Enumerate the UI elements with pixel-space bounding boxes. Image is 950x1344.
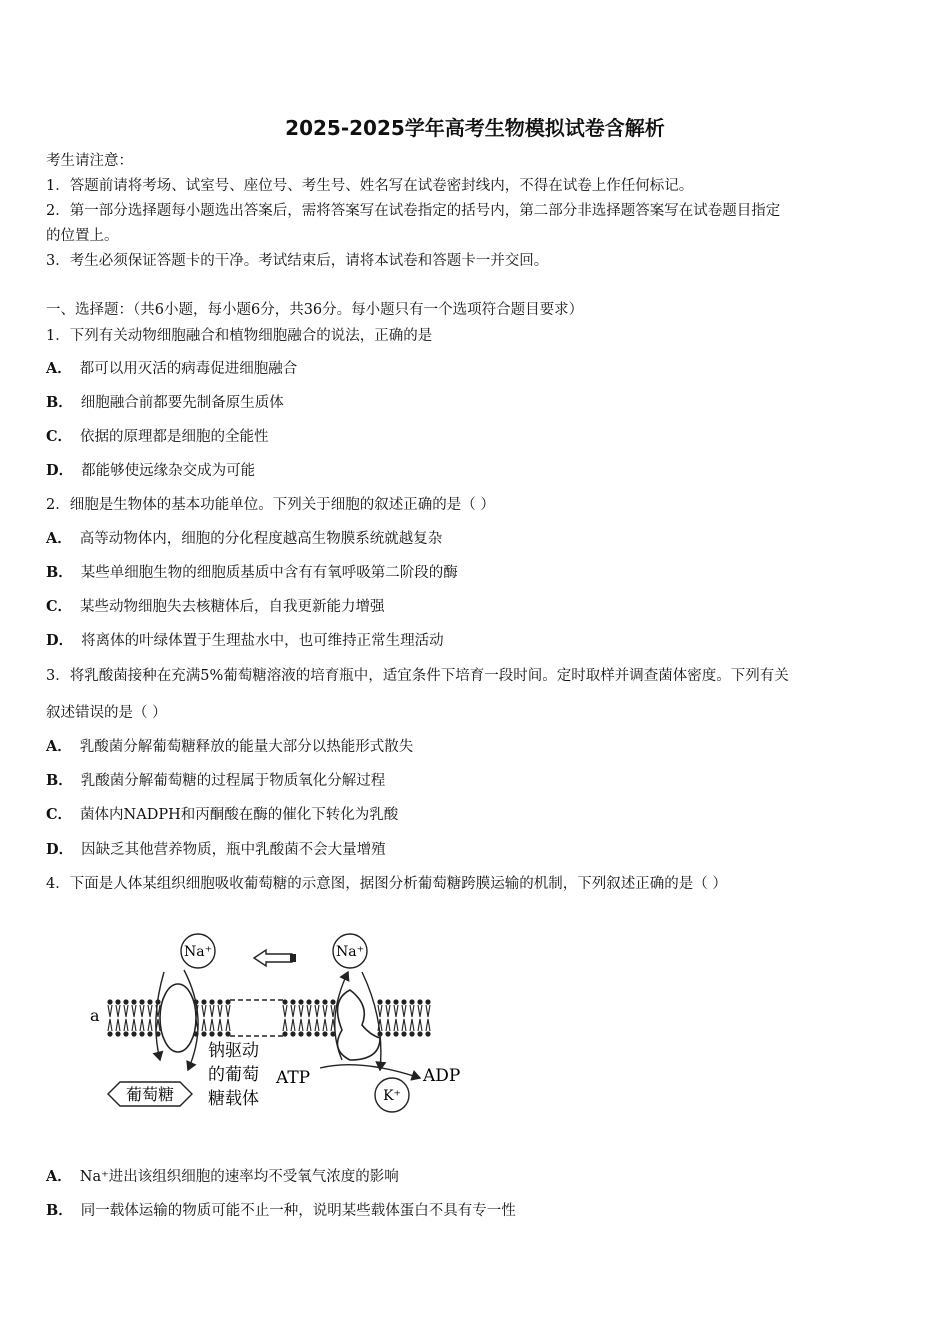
phospholipid-head xyxy=(377,999,382,1004)
glucose-transport-diagram xyxy=(80,920,480,1125)
sodium-glucose-carrier xyxy=(160,984,196,1052)
option-item xyxy=(46,529,442,549)
phospholipid-tail xyxy=(140,1019,144,1031)
phospholipid-tail xyxy=(116,1005,120,1017)
phospholipid-head xyxy=(385,1031,390,1036)
phospholipid-head xyxy=(425,999,430,1004)
label-a: a xyxy=(90,1006,100,1025)
phospholipid-head xyxy=(282,999,287,1004)
phospholipid-tail xyxy=(394,1019,398,1031)
option-text: 因缺乏其他营养物质，瓶中乳酸菌不会大量增殖 xyxy=(81,842,386,858)
option-text: 细胞融合前都要先制备原生质体 xyxy=(80,395,284,411)
option-letter: C． xyxy=(46,428,73,445)
option-text: 都能够使远缘杂交成为可能 xyxy=(81,463,256,479)
phospholipid-tail xyxy=(132,1005,136,1017)
phospholipid-head xyxy=(209,999,214,1004)
na-label-left: Na⁺ xyxy=(184,944,212,960)
phospholipid-tail xyxy=(140,1005,144,1017)
phospholipid-head xyxy=(314,1031,319,1036)
phospholipid-tail xyxy=(116,1019,120,1031)
phospholipid-tail xyxy=(426,1019,430,1031)
phospholipid-head xyxy=(306,1031,311,1036)
phospholipid-tail xyxy=(307,1019,311,1031)
option-item xyxy=(46,1167,399,1187)
glucose-label: 葡萄糖 xyxy=(125,1085,175,1104)
carrier-caption-line: 钠驱动 xyxy=(208,1041,259,1061)
phospholipid-head xyxy=(201,1031,206,1036)
direction-arrow-tail xyxy=(290,954,296,962)
phospholipid-head xyxy=(393,999,398,1004)
option-text: 高等动物体内，细胞的分化程度越高生物膜系统就越复杂 xyxy=(79,531,443,547)
section-heading: 一、选择题：（共6小题，每小题6分，共36分。每小题只有一个选项符合题目要求） xyxy=(46,302,584,318)
phospholipid-head xyxy=(385,999,390,1004)
phospholipid-tail xyxy=(226,1019,230,1031)
phospholipid-head xyxy=(217,999,222,1004)
option-letter: C． xyxy=(46,806,73,823)
phospholipid-tail xyxy=(108,1019,112,1031)
phospholipid-tail xyxy=(410,1005,414,1017)
notice-item: 1．答题前请将考场、试室号、座位号、考生号、姓名写在试卷密封线内，不得在试卷上作任何标记。 xyxy=(46,178,694,194)
option-text: 都可以用灭活的病毒促进细胞融合 xyxy=(79,361,298,377)
phospholipid-tail xyxy=(148,1019,152,1031)
phospholipid-head xyxy=(147,999,152,1004)
option-letter: A． xyxy=(46,1168,72,1185)
phospholipid-tail xyxy=(283,1019,287,1031)
direction-arrow xyxy=(254,950,292,966)
phospholipid-head xyxy=(147,1031,152,1036)
question-stem: 1．下列有关动物细胞融合和植物细胞融合的说法，正确的是 xyxy=(46,328,433,344)
phospholipid-head xyxy=(115,999,120,1004)
adp-label: ADP xyxy=(423,1066,461,1086)
option-item xyxy=(46,631,444,651)
option-letter: A． xyxy=(46,360,72,377)
notice-item: 的位置上。 xyxy=(46,228,119,244)
option-item xyxy=(46,461,255,481)
phospholipid-head xyxy=(139,999,144,1004)
phospholipid-tail xyxy=(315,1019,319,1031)
option-item xyxy=(46,597,385,617)
option-letter: D． xyxy=(46,841,74,858)
option-item xyxy=(46,771,385,791)
option-item xyxy=(46,563,458,583)
atp-label: ATP xyxy=(276,1068,311,1088)
phospholipid-head xyxy=(290,999,295,1004)
phospholipid-head xyxy=(131,1031,136,1036)
option-text: 将离体的叶绿体置于生理盐水中，也可维持正常生理活动 xyxy=(81,633,444,649)
question-stem: 4．下面是人体某组织细胞吸收葡萄糖的示意图，据图分析葡萄糖跨膜运输的机制，下列叙述正确的是（ ） xyxy=(46,876,727,892)
option-text: 乳酸菌分解葡萄糖释放的能量大部分以热能形式散失 xyxy=(79,739,414,755)
phospholipid-head xyxy=(401,999,406,1004)
phospholipid-head xyxy=(298,1031,303,1036)
phospholipid-tail xyxy=(210,1005,214,1017)
phospholipid-head xyxy=(409,1031,414,1036)
notice-heading: 考生请注意： xyxy=(46,153,133,169)
phospholipid-tail xyxy=(218,1019,222,1031)
phospholipid-tail xyxy=(226,1005,230,1017)
phospholipid-tail xyxy=(394,1005,398,1017)
phospholipid-tail xyxy=(202,1005,206,1017)
notice-item: 2．第一部分选择题每小题选出答案后，需将答案写在试卷指定的括号内，第二部分非选择题答案写在试卷题目指定 xyxy=(46,203,781,219)
phospholipid-head xyxy=(123,1031,128,1036)
option-item xyxy=(46,1201,516,1221)
carrier-caption-line: 的葡萄 xyxy=(208,1065,259,1085)
option-text: 某些单细胞生物的细胞质基质中含有有氧呼吸第二阶段的酶 xyxy=(80,565,458,581)
phospholipid-head xyxy=(425,1031,430,1036)
na-label-right: Na⁺ xyxy=(336,944,364,960)
phospholipid-tail xyxy=(299,1019,303,1031)
option-letter: B． xyxy=(46,394,73,411)
phospholipid-head xyxy=(201,999,206,1004)
notice-item: 3．考生必须保证答题卡的干净。考试结束后，请将本试卷和答题卡一并交回。 xyxy=(46,253,549,269)
option-text: 某些动物细胞失去核糖体后，自我更新能力增强 xyxy=(80,599,385,615)
phospholipid-tail xyxy=(378,1005,382,1017)
option-item xyxy=(46,359,297,379)
phospholipid-head xyxy=(107,999,112,1004)
phospholipid-head xyxy=(107,1031,112,1036)
phospholipid-head xyxy=(123,999,128,1004)
option-letter: C． xyxy=(46,598,73,615)
phospholipid-head xyxy=(131,999,136,1004)
option-letter: A． xyxy=(46,530,72,547)
phospholipid-tail xyxy=(108,1005,112,1017)
atp-to-adp-arrow xyxy=(320,1065,420,1078)
option-item xyxy=(46,805,398,825)
phospholipid-tail xyxy=(291,1019,295,1031)
phospholipid-tail xyxy=(299,1005,303,1017)
k-label: K⁺ xyxy=(383,1088,401,1104)
option-letter: D． xyxy=(46,632,74,649)
phospholipid-head xyxy=(401,1031,406,1036)
phospholipid-tail xyxy=(291,1005,295,1017)
phospholipid-head xyxy=(393,1031,398,1036)
phospholipid-tail xyxy=(202,1019,206,1031)
phospholipid-tail xyxy=(210,1019,214,1031)
phospholipid-head xyxy=(417,999,422,1004)
phospholipid-tail xyxy=(148,1005,152,1017)
phospholipid-tail xyxy=(323,1019,327,1031)
phospholipid-head xyxy=(298,999,303,1004)
option-text: 菌体内NADPH和丙酮酸在酶的催化下转化为乳酸 xyxy=(80,807,399,823)
phospholipid-tail xyxy=(418,1019,422,1031)
phospholipid-head xyxy=(290,1031,295,1036)
phospholipid-tail xyxy=(307,1005,311,1017)
phospholipid-head xyxy=(115,1031,120,1036)
option-text: 同一载体运输的物质可能不止一种，说明某些载体蛋白不具有专一性 xyxy=(80,1203,516,1219)
option-item xyxy=(46,840,386,860)
phospholipid-head xyxy=(314,999,319,1004)
option-letter: A． xyxy=(46,738,72,755)
phospholipid-tail xyxy=(315,1005,319,1017)
phospholipid-tail xyxy=(426,1005,430,1017)
option-text: Na⁺进出该组织细胞的速率均不受氧气浓度的影响 xyxy=(79,1169,399,1185)
phospholipid-tail xyxy=(218,1005,222,1017)
phospholipid-tail xyxy=(386,1019,390,1031)
phospholipid-tail xyxy=(331,1005,335,1017)
option-text: 依据的原理都是细胞的全能性 xyxy=(80,429,269,445)
phospholipid-tail xyxy=(386,1005,390,1017)
phospholipid-tail xyxy=(124,1005,128,1017)
question-stem: 叙述错误的是（ ） xyxy=(46,705,167,721)
phospholipid-head xyxy=(217,1031,222,1036)
question-stem: 3．将乳酸菌接种在充满5%葡萄糖溶液的培育瓶中，适宜条件下培育一段时间。定时取样并调查菌体密度。下列有关 xyxy=(46,668,789,684)
phospholipid-tail xyxy=(323,1005,327,1017)
phospholipid-head xyxy=(409,999,414,1004)
question-stem: 2．细胞是生物体的基本功能单位。下列关于细胞的叙述正确的是（ ） xyxy=(46,497,495,513)
carrier-caption-line: 糖载体 xyxy=(208,1089,259,1109)
phospholipid-head xyxy=(306,999,311,1004)
phospholipid-tail xyxy=(402,1005,406,1017)
option-text: 乳酸菌分解葡萄糖的过程属于物质氧化分解过程 xyxy=(80,773,386,789)
option-item xyxy=(46,393,284,413)
phospholipid-head xyxy=(139,1031,144,1036)
phospholipid-tail xyxy=(132,1019,136,1031)
phospholipid-head xyxy=(225,1031,230,1036)
option-letter: B． xyxy=(46,772,73,789)
phospholipid-head xyxy=(330,999,335,1004)
phospholipid-tail xyxy=(283,1005,287,1017)
option-item xyxy=(46,427,269,447)
option-letter: D． xyxy=(46,462,74,479)
phospholipid-head xyxy=(322,999,327,1004)
phospholipid-tail xyxy=(418,1005,422,1017)
phospholipid-tail xyxy=(402,1019,406,1031)
option-letter: B． xyxy=(46,1202,73,1219)
phospholipid-tail xyxy=(124,1019,128,1031)
phospholipid-head xyxy=(282,1031,287,1036)
page-title: 2025-2025学年高考生物模拟试卷含解析 xyxy=(285,116,665,140)
phospholipid-head xyxy=(417,1031,422,1036)
phospholipid-tail xyxy=(410,1019,414,1031)
phospholipid-head xyxy=(209,1031,214,1036)
option-item xyxy=(46,737,413,757)
phospholipid-head xyxy=(322,1031,327,1036)
option-letter: B． xyxy=(46,564,73,581)
phospholipid-head xyxy=(225,999,230,1004)
